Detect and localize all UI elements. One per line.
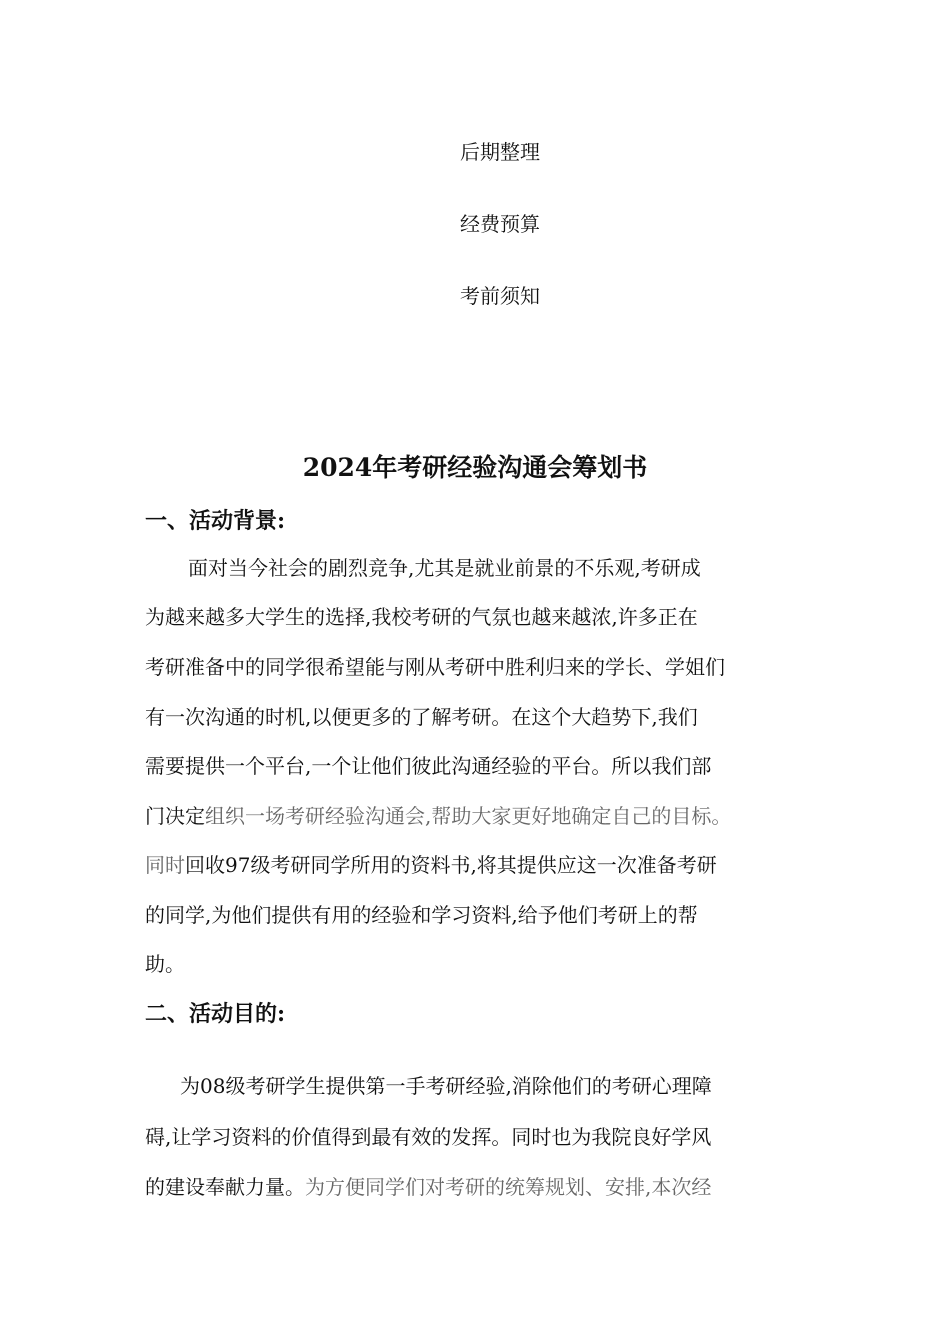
paragraph-line: 的同学,为他们提供有用的经验和学习资料,给予他们考研上的帮 [145, 903, 698, 927]
paragraph-line: 为越来越多大学生的选择,我校考研的气氛也越来越浓,许多正在 [145, 605, 698, 629]
paragraph-text: 回收97级考研同学所用的资料书,将其提供应这一次准备考研 [185, 853, 717, 877]
paragraph-line: 面对当今社会的剧烈竞争,尤其是就业前景的不乐观,考研成 [188, 556, 701, 580]
paragraph-line: 碍,让学习资料的价值得到最有效的发挥。同时也为我院良好学风 [145, 1125, 712, 1149]
paragraph-line: 考研准备中的同学很希望能与刚从考研中胜利归来的学长、学姐们 [145, 655, 725, 679]
paragraph-text: 的建设奉献力量。 [145, 1175, 305, 1199]
paragraph-line: 有一次沟通的时机,以便更多的了解考研。在这个大趋势下,我们 [145, 705, 698, 729]
paragraph-text-gray: 同时 [145, 853, 185, 877]
paragraph-line [145, 803, 731, 829]
paragraph-text-gray: 为方便同学们对考研的统筹规划、安排,本次经 [305, 1175, 712, 1199]
paragraph-line [145, 852, 717, 878]
paragraph-line: 需要提供一个平台,一个让他们彼此沟通经验的平台。所以我们部 [145, 754, 712, 778]
section-heading-background: 一、活动背景: [145, 508, 286, 534]
paragraph-text: 门决定 [145, 804, 205, 828]
paragraph-line [145, 1174, 711, 1200]
paragraph-text-gray: 组织一场考研经验沟通会,帮助大家更好地确定自己的目标。 [205, 804, 732, 828]
toc-item-budget: 经费预算 [460, 212, 540, 236]
paragraph-line: 助。 [145, 952, 185, 976]
toc-item-exam-notice: 考前须知 [460, 284, 540, 308]
toc-item-post-processing: 后期整理 [460, 140, 540, 164]
document-title: 2024年考研经验沟通会筹划书 [302, 453, 648, 482]
paragraph-line: 为08级考研学生提供第一手考研经验,消除他们的考研心理障 [180, 1074, 712, 1098]
section-heading-purpose: 二、活动目的: [145, 1001, 286, 1027]
